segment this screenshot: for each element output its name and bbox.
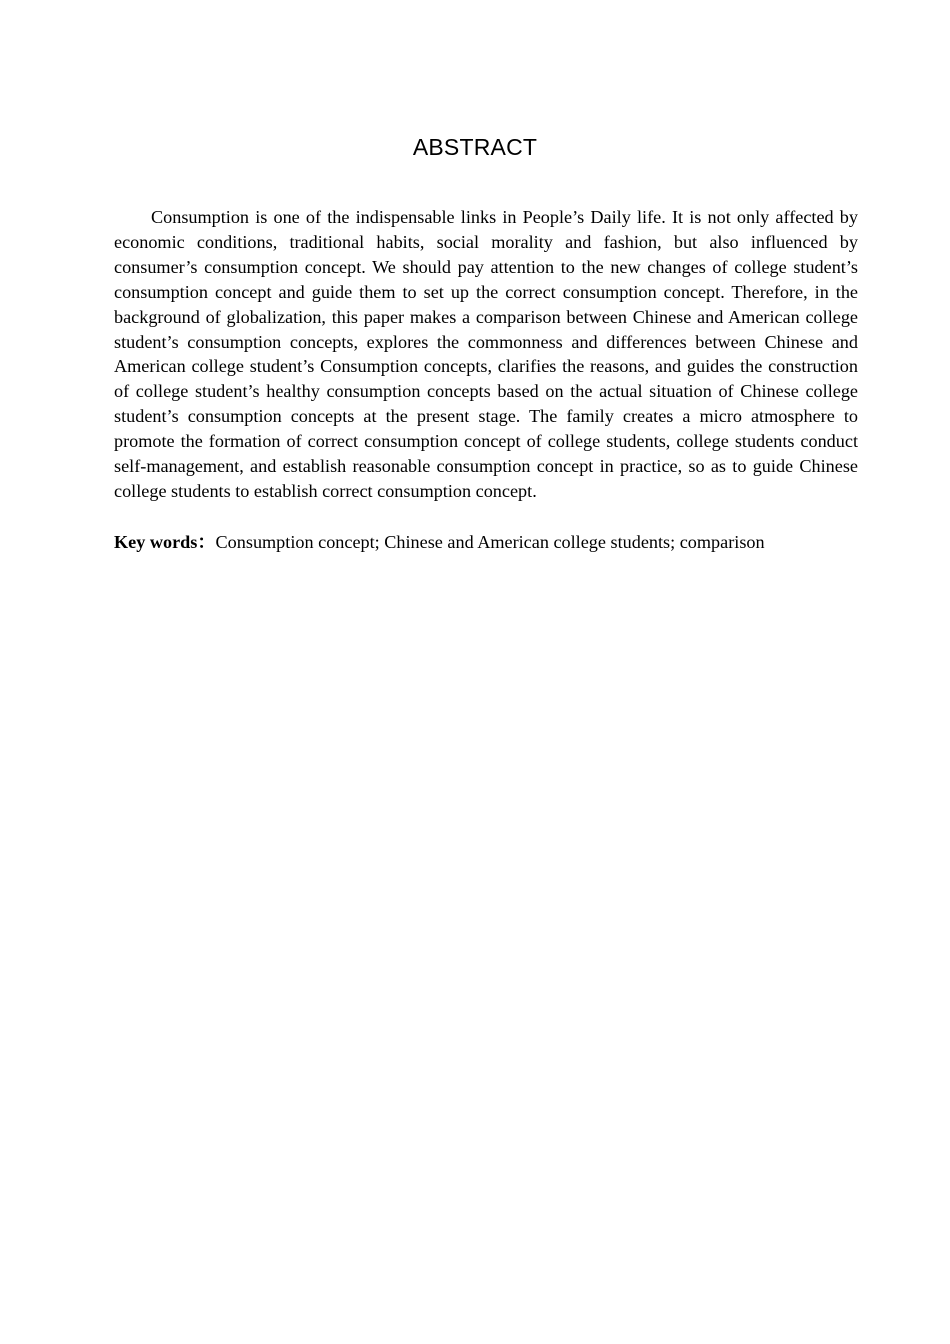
- page-title: ABSTRACT: [412, 134, 538, 160]
- abstract-paragraph: Consumption is one of the indispensable links in People’s Daily life. It is not only affected by economic conditions, traditional habits, social morality and fashion, but also influenced by consumer’s consumption concept. We should pay attention to the new changes of college student’s consumption concept and guide them to set up the correct consumption concept. Therefore, in the background of globalization, this paper makes a comparison between Chinese and American college student’s consumption concepts, explores the commonness and differences between Chinese and American college student’s Consumption concepts, clarifies the reasons, and guides the construction of college student’s healthy consumption concepts based on the actual situation of Chinese college student’s consumption concepts at the present stage. The family creates a micro atmosphere to promote the formation of correct consumption concept of college students, college students conduct self-management, and establish reasonable consumption concept in practice, so as to guide Chinese college students to establish correct consumption concept.: [114, 207, 858, 501]
- keywords-line: [114, 530, 858, 555]
- keywords-label: Key words：: [114, 532, 216, 552]
- keywords-text: Consumption concept; Chinese and American college students; comparison: [215, 532, 765, 552]
